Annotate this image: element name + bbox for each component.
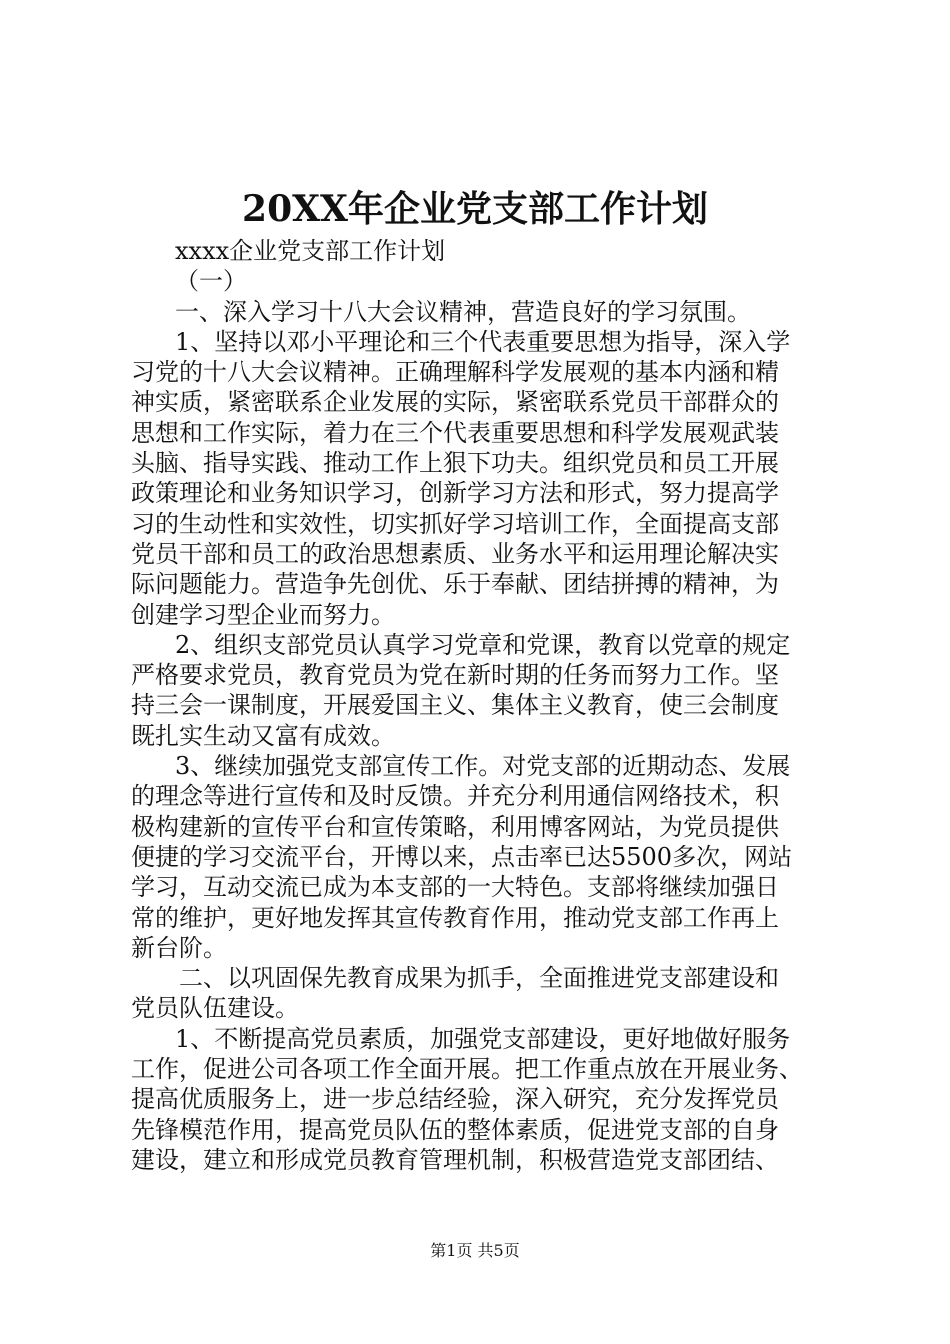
text-line: 工作，促进公司各项工作全面开展。把工作重点放在开展业务、 [131,1055,803,1084]
page-footer: 第1页 共5页 [430,1241,520,1260]
text-line: 便捷的学习交流平台，开博以来，点击率已达5500多次，网站 [131,842,793,871]
text-line: 2、组织支部党员认真学习党章和党课，教育以党章的规定 [175,630,791,659]
text-line: 学习，互动交流已成为本支部的一大特色。支部将继续加强日 [131,873,779,902]
text-line: 先锋模范作用，提高党员队伍的整体素质，促进党支部的自身 [131,1115,779,1144]
text-line: 常的维护，更好地发挥其宣传教育作用，推动党支部工作再上 [131,903,779,932]
text-line: 党员队伍建设。 [131,994,299,1023]
text-line: 神实质，紧密联系企业发展的实际，紧密联系党员干部群众的 [131,388,779,417]
document-body [131,236,831,1175]
text-line: 头脑、指导实践、推动工作上狠下功夫。组织党员和员工开展 [131,449,779,478]
document-title: 20XX年企业党支部工作计划 [242,188,708,230]
text-line: 习党的十八大会议精神。正确理解科学发展观的基本内涵和精 [131,358,779,387]
text-line: 一、深入学习十八大会议精神，营造良好的学习氛围。 [175,297,751,326]
text-line: 极构建新的宣传平台和宣传策略，利用博客网站，为党员提供 [131,812,779,841]
text-line: 习的生动性和实效性，切实抓好学习培训工作，全面提高支部 [131,509,779,538]
text-line: xxxx企业党支部工作计划 [175,237,446,265]
text-line: 创建学习型企业而努力。 [131,600,395,629]
text-line: 新台阶。 [131,933,227,962]
text-line: 二、以巩固保先教育成果为抓手，全面推进党支部建设和 [179,964,779,993]
text-line: 提高优质服务上，进一步总结经验，深入研究，充分发挥党员 [131,1085,779,1114]
text-line: （一） [175,267,247,296]
text-line: 思想和工作实际，着力在三个代表重要思想和科学发展观武装 [131,418,779,447]
text-line: 1、不断提高党员素质，加强党支部建设，更好地做好服务 [175,1024,791,1053]
text-line: 严格要求党员，教育党员为党在新时期的任务而努力工作。坚 [131,661,779,690]
text-line: 际问题能力。营造争先创优、乐于奉献、团结拼搏的精神，为 [131,570,779,599]
text-line: 1、坚持以邓小平理论和三个代表重要思想为指导，深入学 [175,327,791,356]
text-line: 建设，建立和形成党员教育管理机制，积极营造党支部团结、 [131,1145,779,1174]
text-line: 持三会一课制度，开展爱国主义、集体主义教育，使三会制度 [131,691,779,720]
text-line: 既扎实生动又富有成效。 [131,721,395,750]
text-line: 党员干部和员工的政治思想素质、业务水平和运用理论解决实 [131,539,779,568]
text-line: 的理念等进行宣传和及时反馈。并充分利用通信网络技术，积 [131,782,779,811]
text-line: 3、继续加强党支部宣传工作。对党支部的近期动态、发展 [175,752,791,781]
text-line: 政策理论和业务知识学习，创新学习方法和形式，努力提高学 [131,479,779,508]
